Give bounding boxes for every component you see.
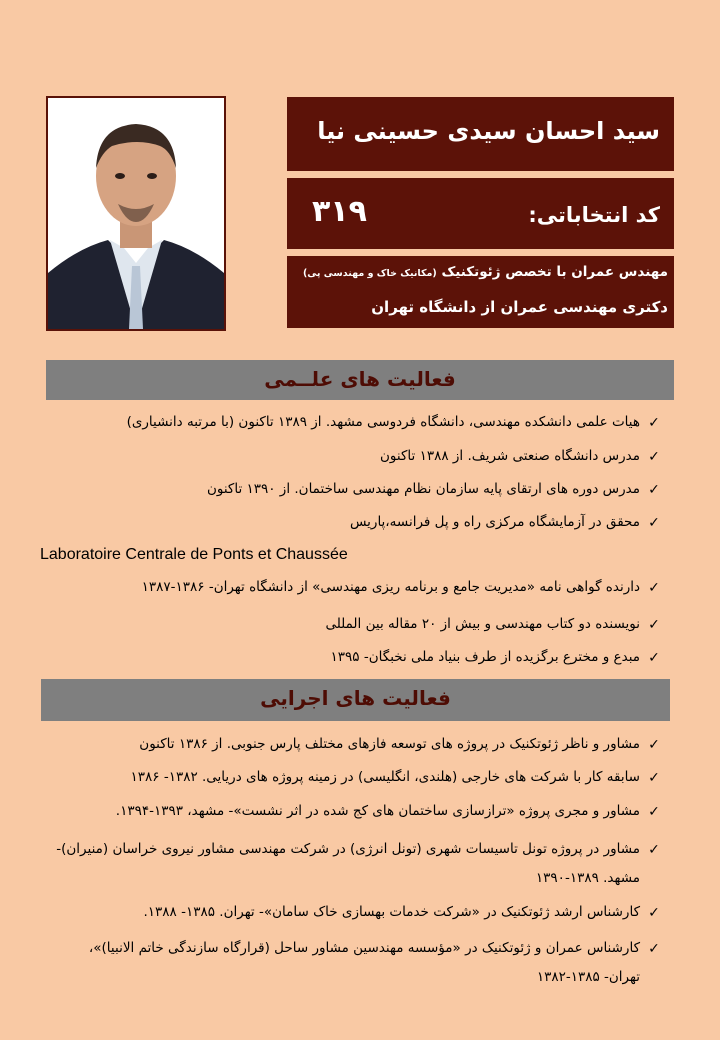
check-icon: ✓ (648, 770, 660, 786)
list-item: مشاور و مجری پروژه «ترازسازی ساختمان های کج شده در اثر نشست»- مشهد، ۱۳۹۳-۱۳۹۴. (115, 803, 640, 819)
lab-name-latin: Laboratoire Centrale de Ponts et Chaussée (40, 546, 348, 563)
degree-line-1 (303, 264, 668, 280)
list-item: محقق در آزمایشگاه مرکزی راه و پل فرانسه،پاریس (349, 514, 640, 530)
check-icon: ✓ (648, 842, 660, 858)
degree-box (287, 256, 674, 328)
list-item: کارشناس عمران و ژئوتکنیک در «مؤسسه مهندسین مشاور ساحل (قرارگاه سازندگی خاتم الانبیا)»، تهران- ۱۳۸۵-۱۳۸۲ (88, 940, 640, 985)
portrait-photo (46, 96, 226, 331)
check-icon: ✓ (648, 804, 660, 820)
check-icon: ✓ (648, 617, 660, 633)
list-item: مبدع و مخترع برگزیده از طرف بنیاد ملی نخبگان- ۱۳۹۵ (330, 649, 640, 665)
code-label: کد انتخاباتی: (528, 203, 660, 227)
check-icon: ✓ (648, 482, 660, 498)
list-item: مدرس دانشگاه صنعتی شریف. از ۱۳۸۸ تاکنون (380, 448, 640, 464)
list-item: نویسنده دو کتاب مهندسی و بیش از ۲۰ مقاله بین المللی (325, 616, 640, 632)
name-box (287, 97, 674, 171)
check-icon: ✓ (648, 515, 660, 531)
check-icon: ✓ (648, 580, 660, 596)
list-item: دارنده گواهی نامه «مدیریت جامع و برنامه ریزی مهندسی» از دانشگاه تهران- ۱۳۸۶-۱۳۸۷ (141, 579, 640, 595)
list-item: کارشناس ارشد ژئوتکنیک در «شرکت خدمات بهسازی خاک سامان»- تهران. ۱۳۸۵- ۱۳۸۸. (143, 904, 640, 920)
check-icon: ✓ (648, 941, 660, 957)
list-item: مشاور و ناظر ژئوتکنیک در پروژه های توسعه فازهای مختلف پارس جنوبی. از ۱۳۸۶ تاکنون (139, 736, 640, 752)
candidate-name: سید احسان سیدی حسینی نیا (317, 117, 660, 145)
list-item: سابقه کار با شرکت های خارجی (هلندی، انگلیسی) در زمینه پروژه های دریایی. ۱۳۸۲- ۱۳۸۶ (130, 769, 640, 785)
check-icon: ✓ (648, 415, 660, 431)
code-number: ۳۱۹ (312, 194, 367, 229)
list-item: هیات علمی دانشکده مهندسی، دانشگاه فردوسی مشهد. از ۱۳۸۹ تاکنون (با مرتبه دانشیاری) (126, 414, 640, 430)
check-icon: ✓ (648, 449, 660, 465)
check-icon: ✓ (648, 650, 660, 666)
degree-line-2: دکتری مهندسی عمران از دانشگاه تهران (371, 298, 668, 316)
section-title-scientific: فعالیت های علــمی (46, 360, 674, 400)
list-item: مدرس دوره های ارتقای پایه سازمان نظام مهندسی ساختمان. از ۱۳۹۰ تاکنون (206, 481, 640, 497)
degree-line-1-note: (مکانیک خاک و مهندسی پی) (302, 268, 437, 279)
degree-line-1-text: مهندس عمران با تخصص ژئوتکنیک (441, 264, 668, 280)
check-icon: ✓ (648, 737, 660, 753)
check-icon: ✓ (648, 905, 660, 921)
section-title-executive: فعالیت های اجرایی (41, 679, 670, 721)
list-item: مشاور در پروژه تونل تاسیسات شهری (تونل انرژی) در شرکت مهندسی مشاور نیروی خراسان (منیران)- مشهد. ۱۳۸۹-۱۳۹۰ (56, 841, 640, 886)
code-box (287, 178, 674, 249)
portrait-image (48, 98, 224, 329)
